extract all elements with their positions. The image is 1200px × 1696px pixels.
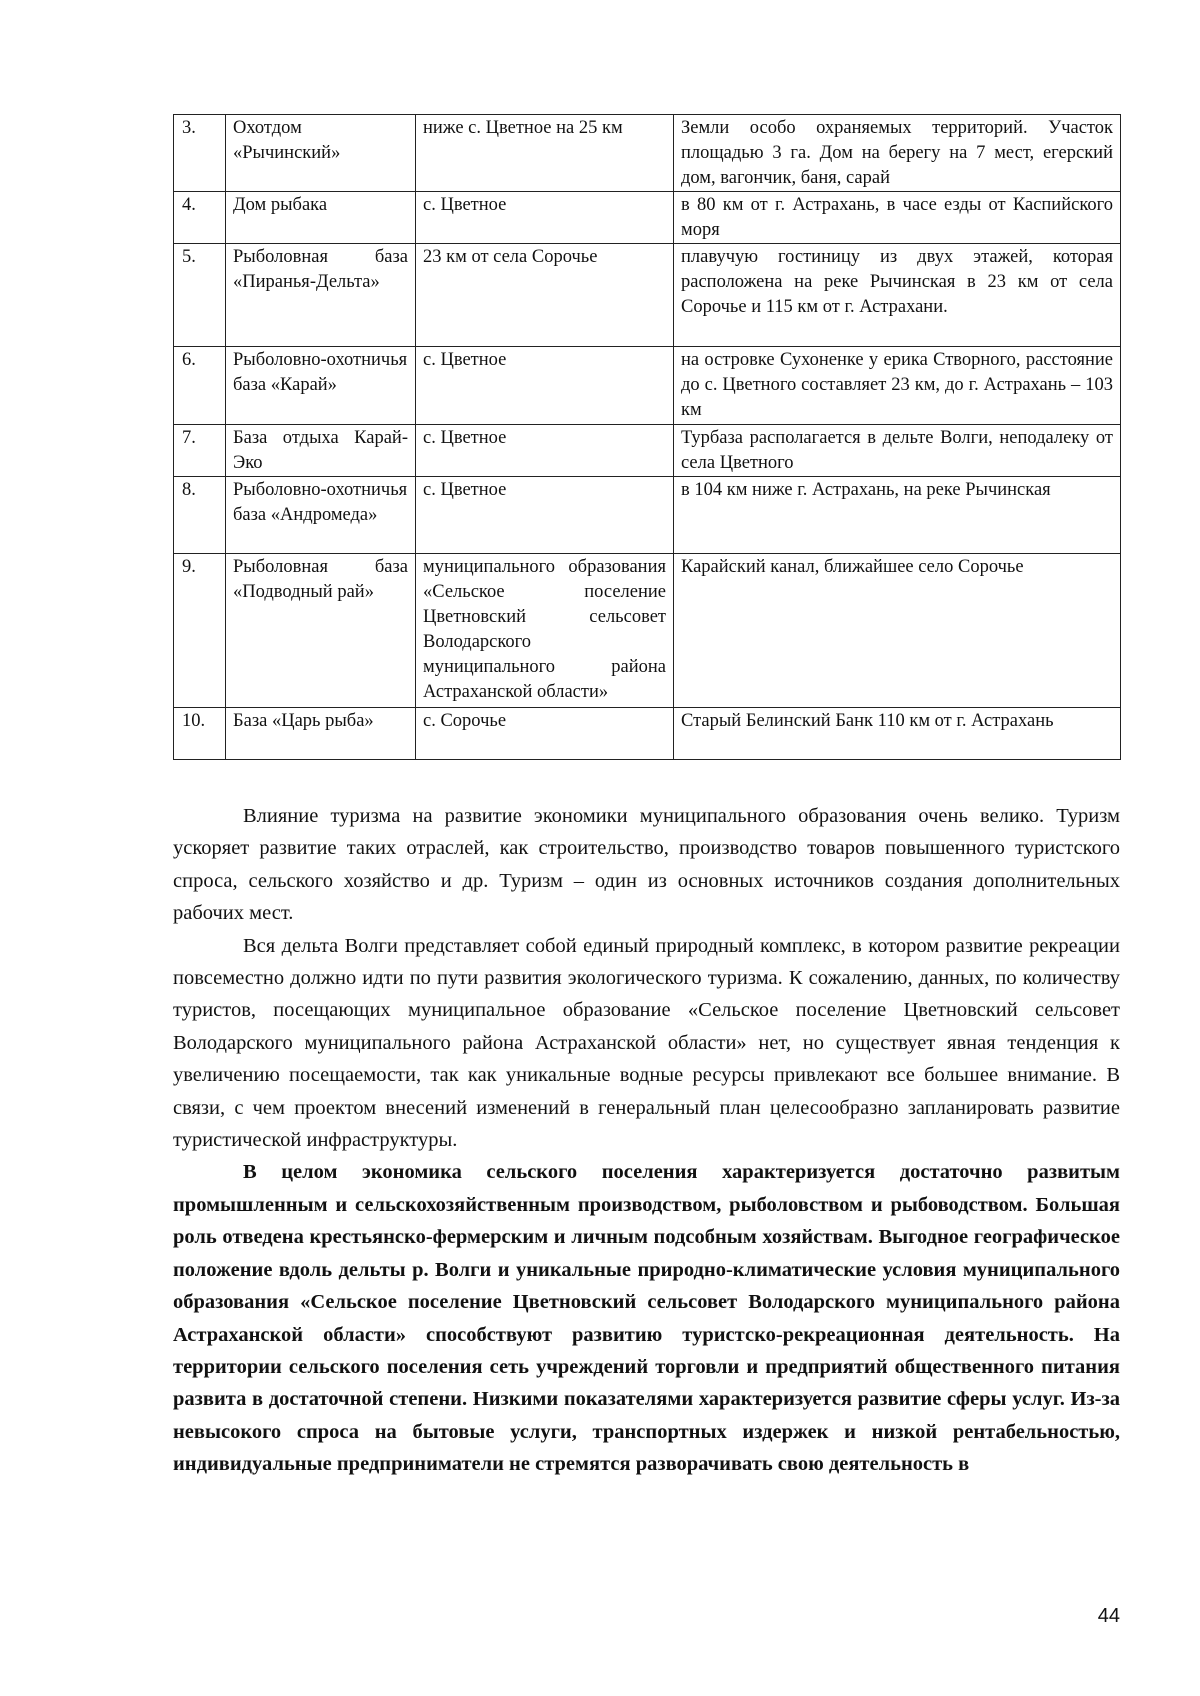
tourism-facilities-table — [173, 114, 1121, 760]
facility-name: Рыболовно-охотничья база «Карай» — [226, 347, 416, 425]
row-number: 7. — [174, 425, 226, 477]
facility-name: Рыболовная база «Подводный рай» — [226, 554, 416, 708]
table-row — [174, 115, 1121, 192]
facility-description: Земли особо охраняемых территорий. Участок площадью 3 га. Дом на берегу на 7 мест, егерский дом, вагончик, баня, сарай — [674, 115, 1121, 192]
row-number: 4. — [174, 192, 226, 244]
table-row — [174, 244, 1121, 347]
facility-location: 23 км от села Сорочье — [416, 244, 674, 347]
row-number: 8. — [174, 477, 226, 554]
facility-description: плавучую гостиницу из двух этажей, которая расположена на реке Рычинская в 23 км от села Сорочье и 115 км от г. Астрахани. — [674, 244, 1121, 347]
facility-location: с. Цветное — [416, 347, 674, 425]
row-number: 6. — [174, 347, 226, 425]
row-number: 5. — [174, 244, 226, 347]
row-number: 10. — [174, 708, 226, 760]
facility-name: Охотдом «Рычинский» — [226, 115, 416, 192]
row-number: 3. — [174, 115, 226, 192]
page-number: 44 — [1097, 1605, 1120, 1627]
table-row — [174, 192, 1121, 244]
paragraph-economy-summary: В целом экономика сельского поселения характеризуется достаточно развитым промышленным и сельскохозяйственным производством, рыболовством и рыбоводством. Большая роль отведена крестьянско-фермерским и личным подсобным хозяйствам. Выгодное географическое положение вдоль дельты р. Волги и уникальные природно-климатические условия муниципального образования «Сельское поселение Цветновский сельсовет Володарского муниципального района Астраханской области» способствуют развитию туристско-рекреационная деятельность. На территории сельского поселения сеть учреждений торговли и предприятий общественного питания развита в достаточной степени. Низкими показателями характеризуется развитие сферы услуг. Из-за невысокого спроса на бытовые услуги, транспортных издержек и низкой рентабельностью, индивидуальные предприниматели не стремятся разворачивать свою деятельность в — [173, 1161, 1120, 1476]
facility-name: База «Царь рыба» — [226, 708, 416, 760]
table-row — [174, 708, 1121, 760]
facility-location: с. Сорочье — [416, 708, 674, 760]
facility-description: на островке Сухоненке у ерика Створного, расстояние до с. Цветного составляет 23 км, до г. Астрахань – 103 км — [674, 347, 1121, 425]
facility-location: с. Цветное — [416, 192, 674, 244]
table-row — [174, 554, 1121, 708]
facility-location: с. Цветное — [416, 425, 674, 477]
paragraph-tourism-influence: Влияние туризма на развитие экономики муниципального образования очень велико. Туризм ускоряет развитие таких отраслей, как строительство, производство товаров повышенного туристского спроса, сельского хозяйство и др. Туризм – один из основных источников создания дополнительных рабочих мест. — [173, 805, 1120, 925]
facility-name: Дом рыбака — [226, 192, 416, 244]
row-number: 9. — [174, 554, 226, 708]
facility-name: База отдыха Карай-Эко — [226, 425, 416, 477]
table-row — [174, 425, 1121, 477]
facility-name: Рыболовно-охотничья база «Андромеда» — [226, 477, 416, 554]
table-row — [174, 477, 1121, 554]
facility-description: Карайский канал, ближайшее село Сорочье — [674, 554, 1121, 708]
facility-location: ниже с. Цветное на 25 км — [416, 115, 674, 192]
facility-name: Рыболовная база «Пиранья-Дельта» — [226, 244, 416, 347]
facility-location: с. Цветное — [416, 477, 674, 554]
facility-location: муниципального образования «Сельское поселение Цветновский сельсовет Володарского муниципального района Астраханской области» — [416, 554, 674, 708]
table-row — [174, 347, 1121, 425]
facility-description: в 104 км ниже г. Астрахань, на реке Рычинская — [674, 477, 1121, 554]
facility-description: Старый Белинский Банк 110 км от г. Астрахань — [674, 708, 1121, 760]
facility-description: Турбаза располагается в дельте Волги, неподалеку от села Цветного — [674, 425, 1121, 477]
paragraph-volga-delta: Вся дельта Волги представляет собой единый природный комплекс, в котором развитие рекреации повсеместно должно идти по пути развития экологического туризма. К сожалению, данных, по количеству туристов, посещающих муниципальное образование «Сельское поселение Цветновский сельсовет Володарского муниципального района Астраханской области» нет, но существует явная тенденция к увеличению посещаемости, так как уникальные водные ресурсы привлекают все большее внимание. В связи, с чем проектом внесений изменений в генеральный план целесообразно запланировать развитие туристической инфраструктуры. — [173, 934, 1120, 1152]
body-text — [173, 800, 1120, 1481]
facility-description: в 80 км от г. Астрахань, в часе езды от Каспийского моря — [674, 192, 1121, 244]
